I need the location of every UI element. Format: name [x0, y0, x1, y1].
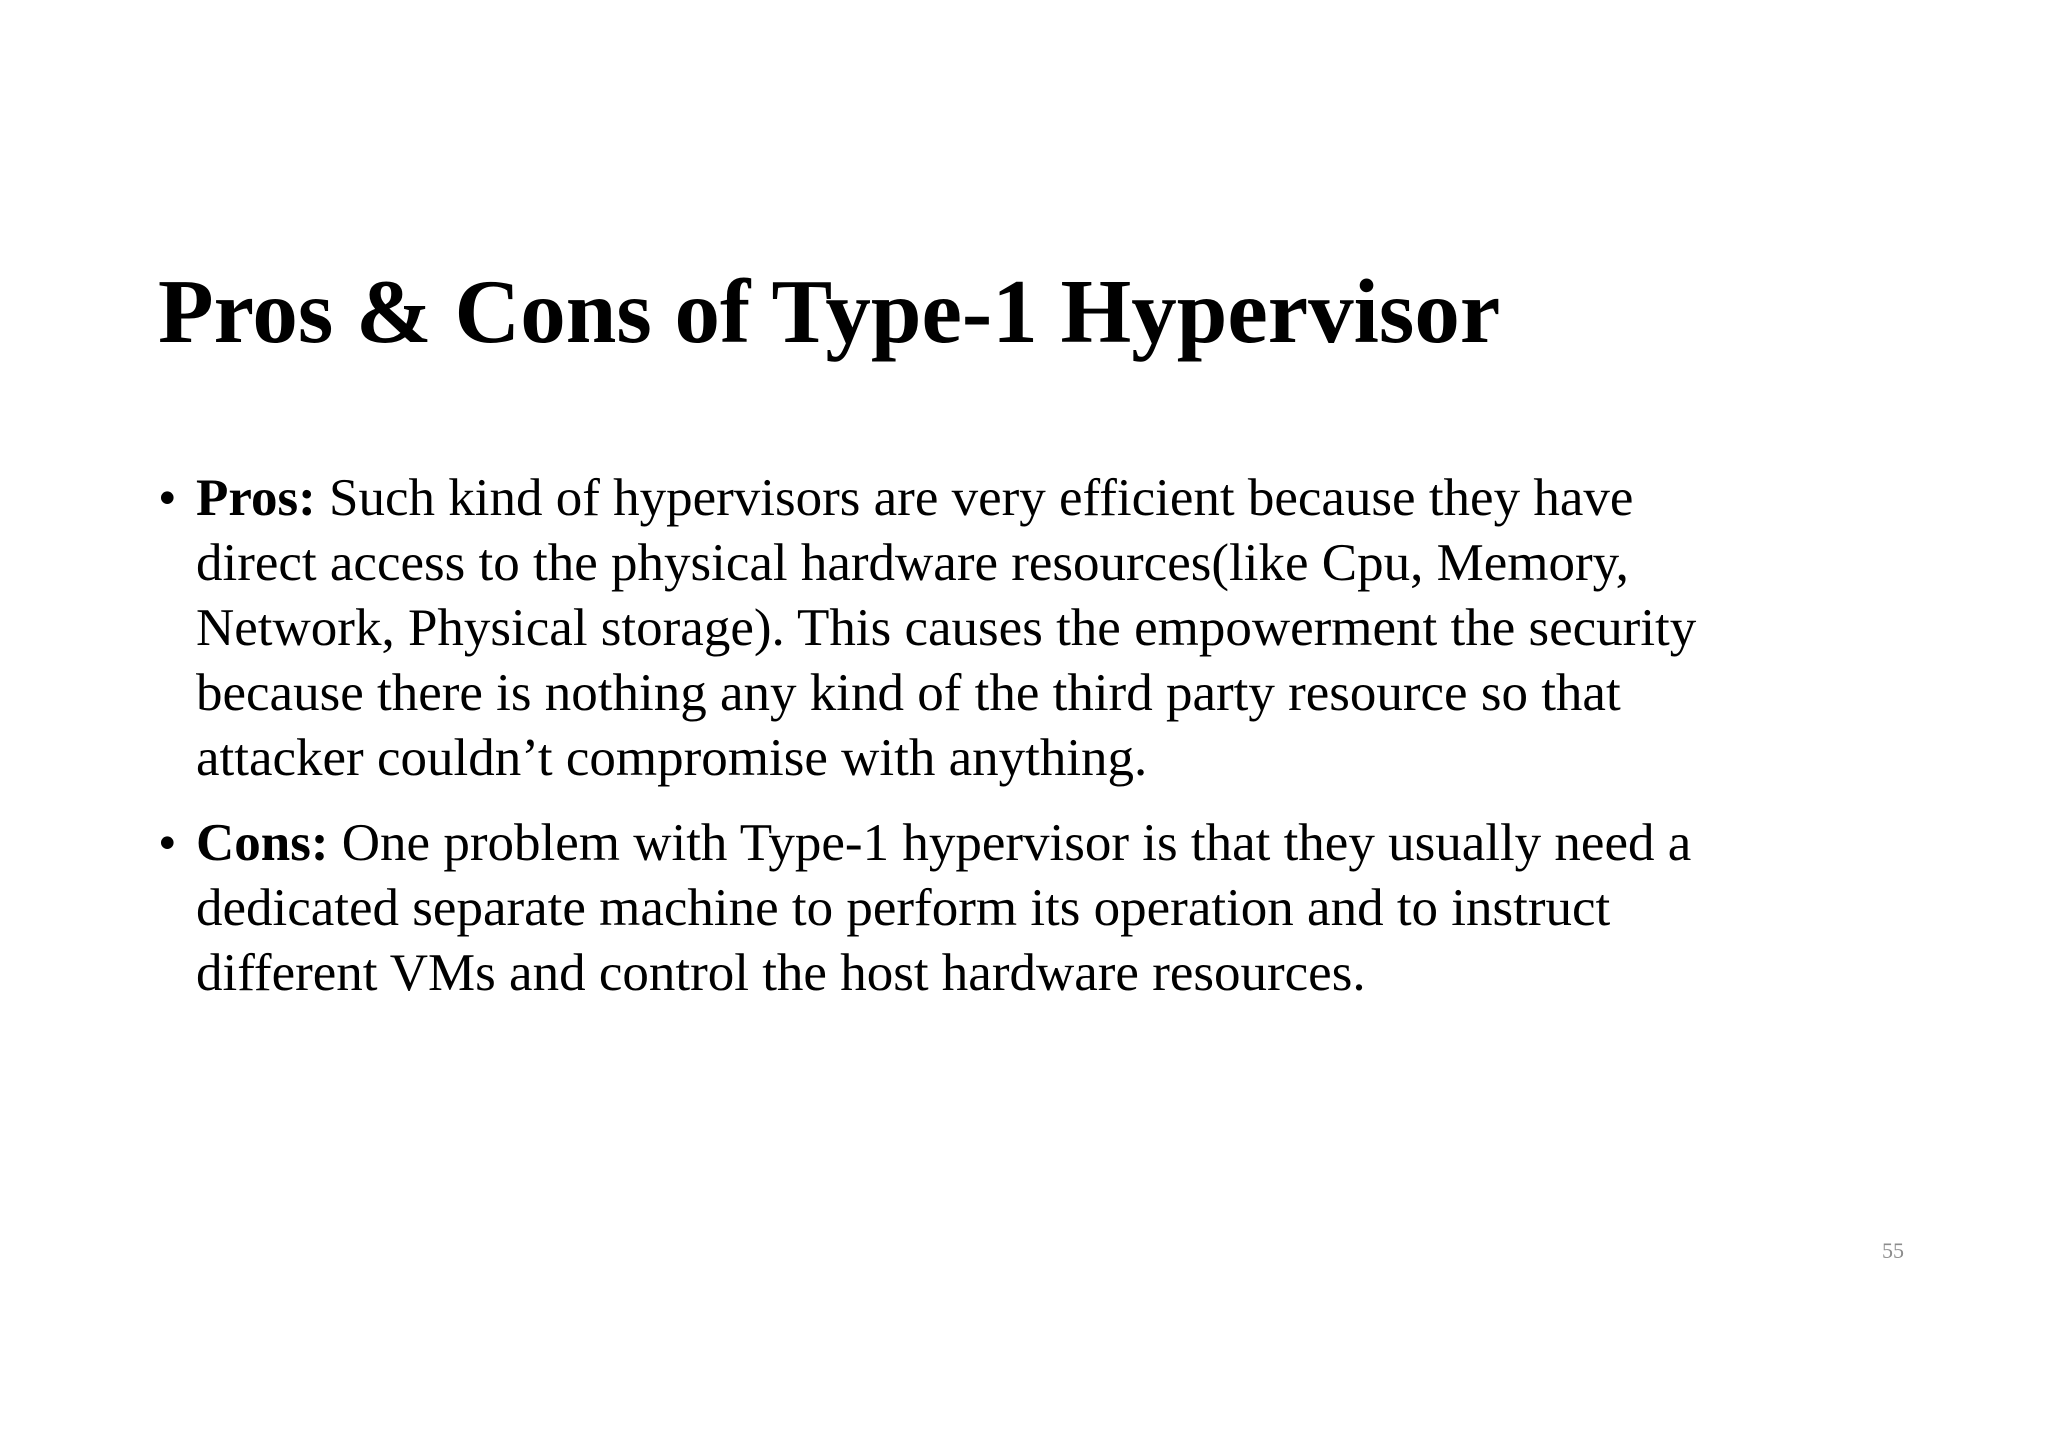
bullet-label-pros: Pros: [196, 469, 316, 527]
bullet-line: direct access to the physical hardware resources(like Cpu, Memory, [196, 534, 1629, 592]
bullet-dot-icon: • [158, 469, 177, 527]
bullet-line [196, 811, 1958, 876]
bullet-line: different VMs and control the host hardware resources. [196, 944, 1366, 1002]
bullet-line [196, 466, 1958, 531]
bullet-line: because there is nothing any kind of the third party resource so that [196, 664, 1621, 722]
page-number: 55 [1882, 1238, 1904, 1263]
bullet-line: dedicated separate machine to perform its operation and to instruct [196, 879, 1611, 937]
bullet-line: attacker couldn’t compromise with anything. [196, 729, 1148, 787]
slide-title: Pros & Cons of Type-1 Hypervisor [158, 261, 1501, 362]
bullet-line: Network, Physical storage). This causes the empowerment the security [196, 599, 1697, 657]
bullet-list [158, 466, 1958, 1026]
bullet-text: One problem with Type-1 hypervisor is that they usually need a [328, 814, 1692, 872]
bullet-item-cons [158, 811, 1958, 1006]
bullet-item-pros [158, 466, 1958, 791]
bullet-label-cons: Cons: [196, 814, 329, 872]
bullet-dot-icon: • [158, 814, 177, 872]
bullet-text: Such kind of hypervisors are very efficient because they have [315, 469, 1634, 527]
